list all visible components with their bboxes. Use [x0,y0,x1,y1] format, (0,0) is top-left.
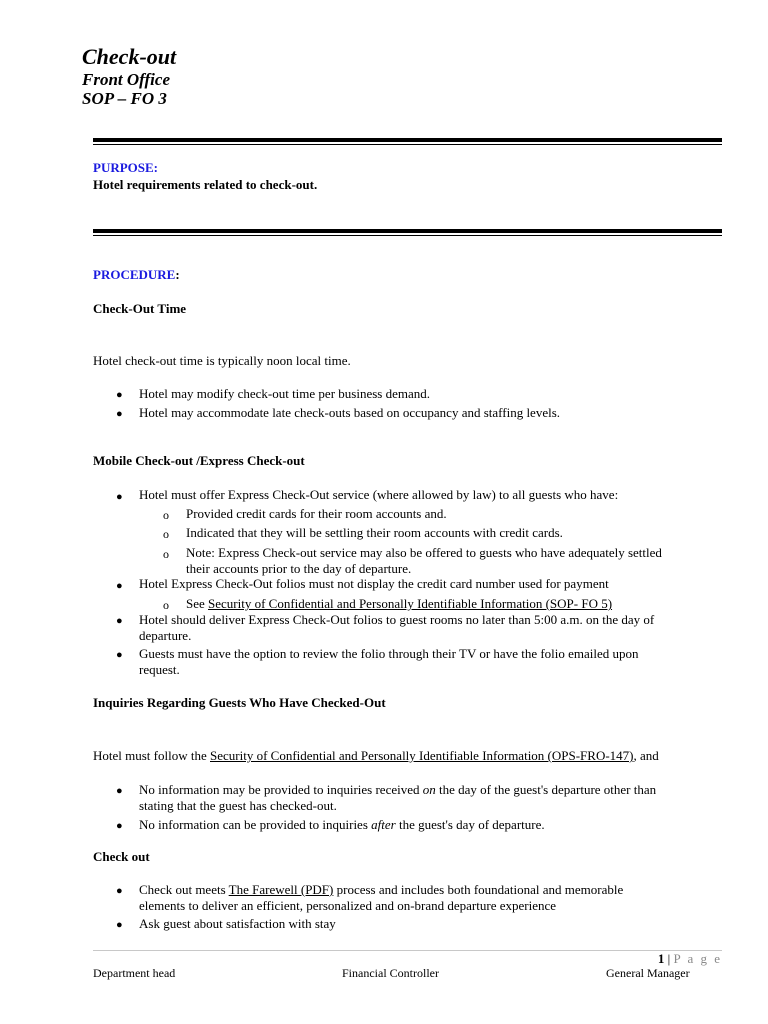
footer-divider [93,950,722,951]
section-heading-check-out: Check out [93,849,150,864]
list-item-line: departure. [139,628,192,643]
purpose-text: Hotel requirements related to check-out. [93,177,318,192]
page-separator: | [664,951,674,966]
list-item: Ask guest about satisfaction with stay [139,916,336,931]
list-item: Hotel must offer Express Check-Out service (where allowed by law) to all guests who have: [139,487,619,502]
sub-list-item [186,596,726,612]
circle-bullet-icon: o [163,547,169,561]
text-span: Check out meets [139,882,229,897]
sub-list-item-line: Note: Express Check-out service may also be offered to guests who have adequately settled [186,545,662,560]
list-item-line [139,782,724,798]
sub-list-item-line: their accounts prior to the day of departure. [186,561,412,576]
farewell-pdf-link[interactable]: The Farewell (PDF) [228,882,334,897]
header-divider [93,138,722,145]
bullet-icon: ● [116,389,123,401]
list-item-line: elements to deliver an efficient, personalized and on-brand departure experience [139,898,557,913]
signature-financial-controller: Financial Controller [342,966,439,980]
procedure-label-text: PROCEDURE [93,267,176,282]
text-span: the guest's day of departure. [395,817,545,832]
inquiries-intro-suffix: , and [633,748,659,763]
sub-list-item: Provided credit cards for their room accounts and. [186,506,447,521]
section-heading-checkout-time: Check-Out Time [93,301,187,316]
list-item [139,782,724,814]
procedure-label [93,267,723,283]
bullet-icon: ● [116,820,123,832]
emphasis-text: after [371,817,396,832]
circle-bullet-icon: o [163,598,169,612]
bullet-icon: ● [116,615,123,627]
list-item [139,612,724,644]
list-item: Hotel Express Check-Out folios must not display the credit card number used for payment [139,576,609,591]
bullet-icon: ● [116,919,123,931]
section-heading-mobile-checkout: Mobile Check-out /Express Check-out [93,453,305,468]
security-policy-link[interactable]: Security of Confidential and Personally Identifiable Information (OPS-FRO-147) [210,748,634,763]
list-item: Hotel may modify check-out time per business demand. [139,386,430,401]
text-span: No information can be provided to inquiries [139,817,372,832]
emphasis-text: on [422,782,436,797]
text-span: process and includes both foundational and memorable [333,882,624,897]
list-item [139,882,724,914]
purpose-label: PURPOSE: [93,160,158,175]
checkout-time-intro: Hotel check-out time is typically noon local time. [93,353,351,368]
circle-bullet-icon: o [163,508,169,522]
procedure-label-colon: : [175,267,180,282]
sub-list-item [186,545,726,577]
list-item [139,817,724,833]
list-item-line: Hotel should deliver Express Check-Out folios to guest rooms no later than 5:00 a.m. on the day of [139,612,655,627]
sop-code: SOP – FO 3 [82,89,167,108]
inquiries-intro-prefix: Hotel must follow the [93,748,210,763]
bullet-icon: ● [116,649,123,661]
inquiries-intro [93,748,723,764]
security-policy-link[interactable]: Security of Confidential and Personally Identifiable Information (SOP- FO 5) [208,596,613,611]
signature-department-head: Department head [93,966,176,980]
bullet-icon: ● [116,785,123,797]
list-item-line: stating that the guest has checked-out. [139,798,337,813]
signature-general-manager: General Manager [606,966,690,980]
list-item-line [139,882,724,898]
purpose-divider [93,229,722,236]
list-item-line: request. [139,662,180,677]
sub-list-item: Indicated that they will be settling their room accounts with credit cards. [186,525,563,540]
bullet-icon: ● [116,580,123,592]
bullet-icon: ● [116,491,123,503]
section-heading-inquiries: Inquiries Regarding Guests Who Have Checked-Out [93,695,386,710]
circle-bullet-icon: o [163,527,169,541]
page-label: P a g e [673,951,722,966]
document-title: Check-out [82,44,177,69]
bullet-icon: ● [116,885,123,897]
list-item: Hotel may accommodate late check-outs based on occupancy and staffing levels. [139,405,561,420]
see-prefix: See [186,596,209,611]
list-item [139,646,724,678]
document-subtitle: Front Office [82,70,170,89]
list-item-line: Guests must have the option to review the folio through their TV or have the folio emailed upon [139,646,639,661]
text-span: No information may be provided to inquiries received [139,782,423,797]
page-number-value: 1 [657,951,665,966]
bullet-icon: ● [116,408,123,420]
text-span: the day of the guest's departure other than [435,782,657,797]
